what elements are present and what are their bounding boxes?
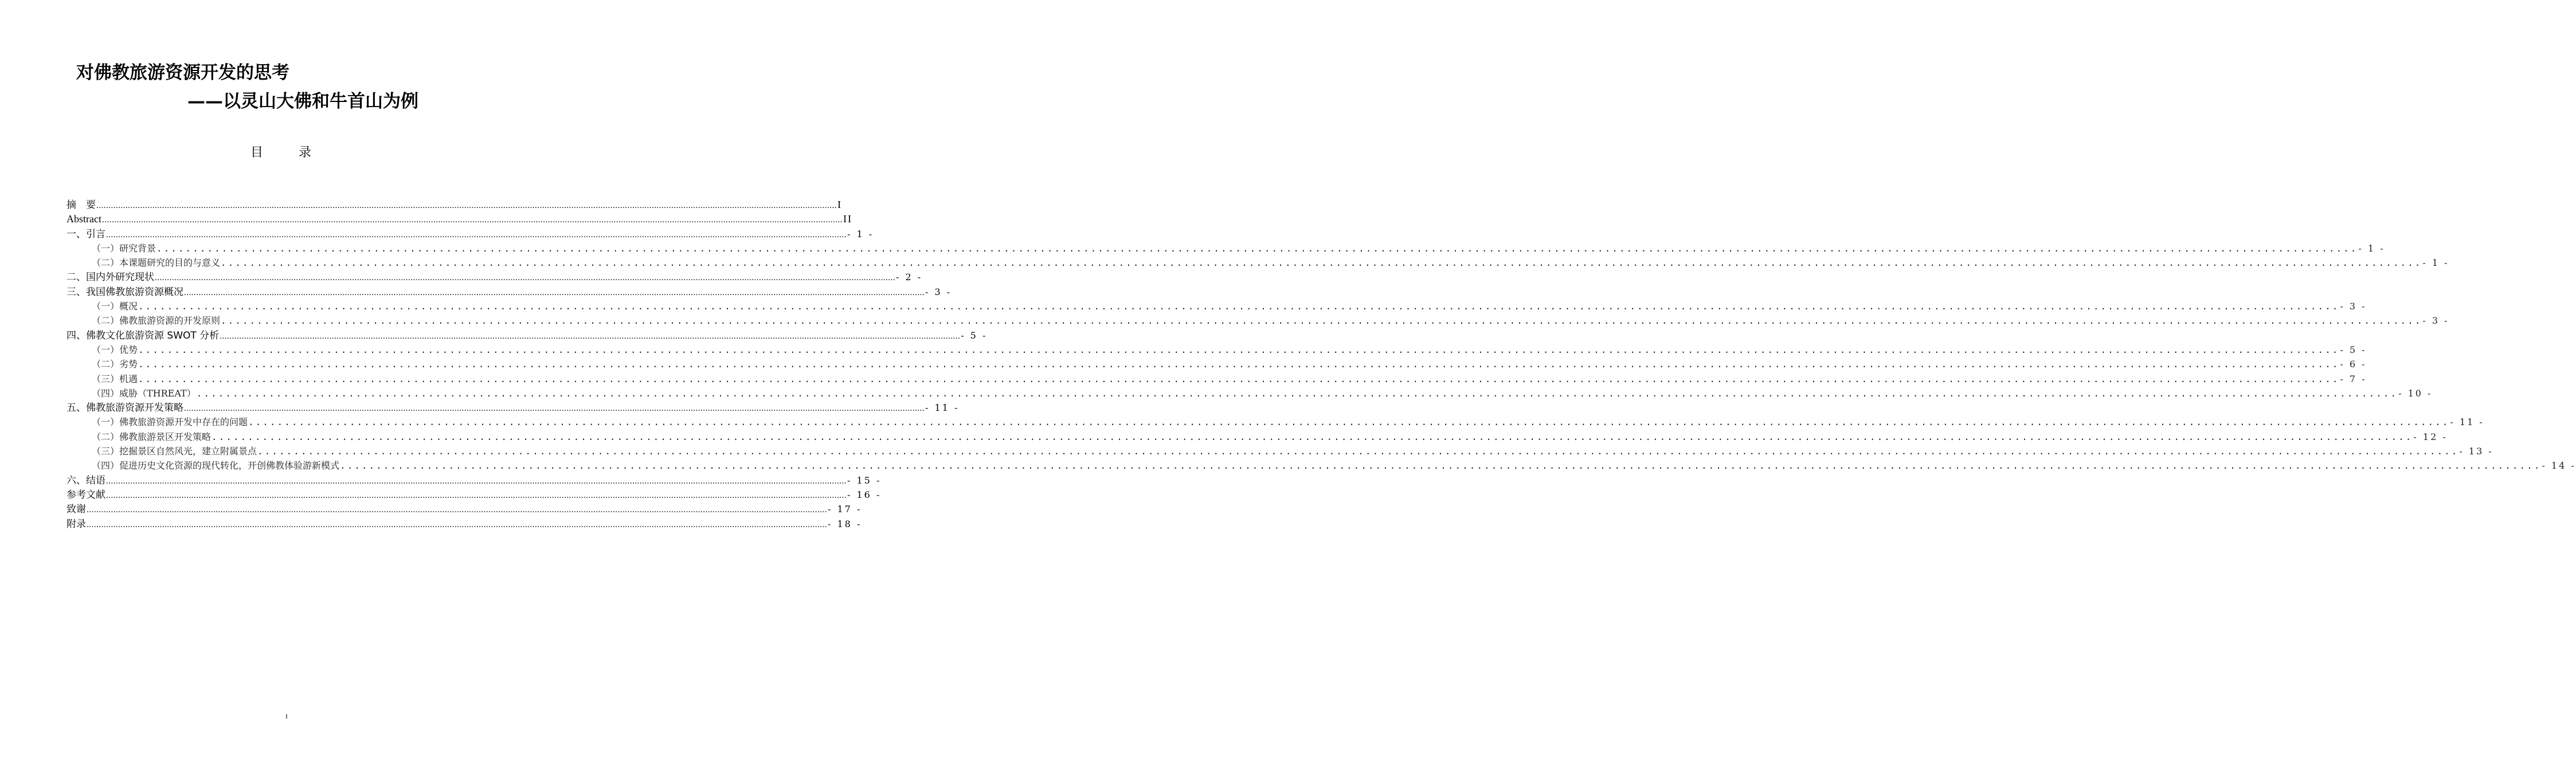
toc-entry[interactable]	[66, 313, 2449, 328]
toc-entry-page: - 1 -	[2358, 242, 2385, 254]
toc-entry[interactable]	[66, 241, 2385, 256]
toc-dot-leader	[184, 401, 925, 416]
toc-dot-leader	[197, 386, 2398, 400]
toc-entry-label: 摘 要	[66, 199, 96, 211]
toc-entry-label: 参考文献	[66, 489, 105, 501]
toc-dot-leader	[102, 212, 843, 227]
toc-dot-leader	[138, 372, 2339, 386]
toc-heading: 目 录	[250, 146, 323, 160]
toc-entry[interactable]	[66, 473, 882, 488]
toc-entry-page: - 11 -	[2450, 417, 2484, 428]
toc-dot-leader	[221, 313, 2422, 328]
toc-entry[interactable]	[66, 386, 2433, 400]
toc-entry[interactable]	[66, 270, 923, 284]
toc-dot-leader	[106, 474, 847, 489]
toc-dot-leader	[155, 270, 895, 285]
toc-entry[interactable]	[66, 488, 882, 502]
toc-dot-leader	[106, 227, 847, 242]
toc-entry-page: - 13 -	[2459, 446, 2493, 457]
toc-dot-leader	[138, 299, 2339, 313]
toc-entry-label: （二）本课题研究的目的与意义	[92, 257, 221, 269]
toc-entry[interactable]	[66, 444, 2493, 458]
toc-dot-leader	[87, 502, 827, 517]
toc-entry-page: - 3 -	[2422, 315, 2449, 327]
toc-dot-leader	[138, 343, 2339, 357]
toc-entry[interactable]	[66, 212, 852, 226]
toc-entry-page: - 18 -	[828, 518, 862, 529]
toc-entry-label: （四）威胁（THREAT）	[92, 387, 196, 399]
toc-entry-label: （三）机遇	[92, 373, 138, 384]
toc-entry[interactable]	[66, 458, 2576, 473]
toc-entry-page: - 16 -	[847, 489, 882, 500]
toc-dot-leader	[212, 430, 2413, 444]
toc-entry[interactable]	[66, 285, 952, 299]
toc-entry-page: - 6 -	[2340, 359, 2367, 370]
toc-entry-label: （二）佛教旅游景区开发策略	[92, 431, 212, 442]
toc-dot-leader	[156, 241, 2358, 256]
toc-entry[interactable]	[66, 198, 842, 212]
toc-entry-page: - 7 -	[2340, 373, 2367, 384]
table-of-contents	[66, 198, 2576, 531]
toc-entry-label: （三）挖掘景区自然风光，建立附属景点	[92, 446, 257, 457]
toc-entry-page: - 3 -	[925, 286, 952, 297]
toc-entry-page: - 5 -	[961, 329, 988, 341]
toc-entry[interactable]	[66, 372, 2367, 386]
toc-entry-page: - 14 -	[2542, 460, 2576, 472]
toc-entry-label: 四、佛教文化旅游资源 SWOT 分析	[66, 329, 220, 341]
toc-entry-label: （四）促进历史文化资源的现代转化，开创佛教体验游新模式	[92, 460, 340, 472]
toc-dot-leader	[87, 517, 827, 532]
toc-entry-page: - 5 -	[2340, 344, 2367, 355]
toc-entry-label: 三、我国佛教旅游资源概况	[66, 286, 183, 298]
toc-dot-leader	[184, 285, 925, 300]
footer-page-number: I	[285, 713, 288, 720]
toc-entry-page: - 17 -	[828, 504, 862, 515]
toc-entry-page: - 3 -	[2340, 301, 2367, 312]
toc-dot-leader	[220, 329, 960, 344]
toc-dot-leader	[257, 444, 2458, 458]
toc-dot-leader	[138, 357, 2339, 371]
toc-dot-leader	[248, 415, 2449, 429]
toc-entry-page: - 15 -	[847, 474, 882, 486]
toc-entry-label: 附录	[66, 518, 86, 530]
toc-entry[interactable]	[66, 517, 862, 531]
toc-entry[interactable]	[66, 430, 2448, 444]
document-subtitle: ——以灵山大佛和牛首山为例	[187, 91, 418, 112]
toc-entry-page: - 12 -	[2413, 431, 2448, 442]
toc-entry[interactable]	[66, 256, 2449, 270]
toc-entry[interactable]	[66, 299, 2367, 313]
toc-entry-page: - 10 -	[2398, 387, 2433, 399]
toc-dot-leader	[96, 198, 837, 213]
toc-entry[interactable]	[66, 227, 874, 241]
toc-dot-leader	[221, 256, 2422, 270]
toc-entry-page: II	[843, 213, 852, 225]
toc-entry-label: 二、国内外研究现状	[66, 272, 154, 284]
toc-entry[interactable]	[66, 357, 2367, 371]
toc-entry-page: - 1 -	[2422, 257, 2449, 269]
toc-entry[interactable]	[66, 400, 960, 415]
toc-dot-leader	[106, 488, 847, 503]
toc-entry-label: （一）研究背景	[92, 242, 156, 254]
toc-entry-label: （二）劣势	[92, 359, 138, 370]
toc-entry-page: - 2 -	[896, 272, 923, 283]
toc-entry-label: （一）概况	[92, 301, 138, 312]
toc-entry-label: 一、引言	[66, 228, 105, 240]
toc-entry-label: 致谢	[66, 504, 86, 516]
toc-entry-label: （一）佛教旅游资源开发中存在的问题	[92, 417, 248, 428]
toc-entry-label: 六、结语	[66, 474, 105, 486]
toc-entry-page: - 11 -	[925, 402, 960, 414]
toc-entry[interactable]	[66, 343, 2367, 357]
toc-entry[interactable]	[66, 502, 862, 516]
toc-dot-leader	[340, 458, 2541, 473]
toc-entry[interactable]	[66, 415, 2484, 429]
toc-entry-label: 五、佛教旅游资源开发策略	[66, 402, 183, 414]
document-title: 对佛教旅游资源开发的思考	[76, 62, 289, 83]
toc-entry-page: - 1 -	[847, 228, 874, 239]
toc-entry-label: （二）佛教旅游资源的开发原则	[92, 315, 221, 327]
toc-entry-page: I	[837, 199, 842, 210]
toc-entry[interactable]	[66, 328, 988, 343]
toc-entry-label: Abstract	[66, 213, 101, 225]
toc-entry-label: （一）优势	[92, 344, 138, 355]
